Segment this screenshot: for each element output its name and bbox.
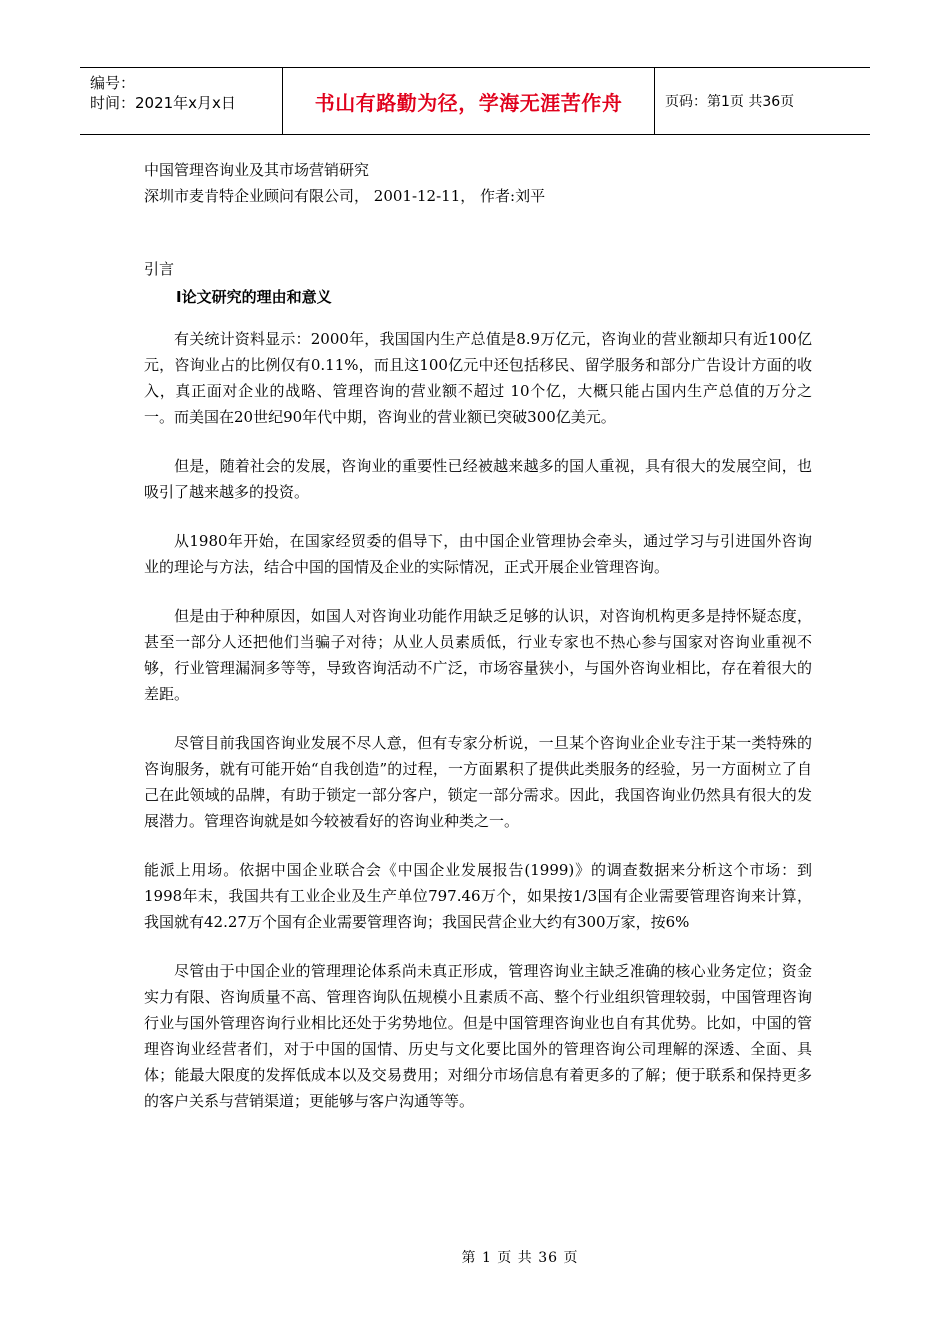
paragraph: 但是由于种种原因，如国人对咨询业功能作用缺乏足够的认识，对咨询机构更多是持怀疑态度，甚至一部分人还把他们当骗子对待；从业人员素质低，行业专家也不热心参与国家对咨询业重视不够，行业管理漏洞多等等，导致咨询活动不广泛，市场容量狭小，与国外咨询业相比，存在着很大的差距。 <box>144 607 812 703</box>
slogan: 书山有路勤为径，学海无涯苦作舟 <box>314 90 623 115</box>
intro-label: 引言 <box>144 260 175 278</box>
paragraph: 尽管由于中国企业的管理理论体系尚未真正形成，管理咨询业主缺乏准确的核心业务定位；资金实力有限、咨询质量不高、管理咨询队伍规模小且素质不高、整个行业组织管理较弱，中国管理咨询行业与国外管理咨询行业相比还处于劣势地位。但是中国管理咨询业也自有其优势。比如，中国的管理咨询业经营者们，对于中国的国情、历史与文化要比国外的管理咨询公司理解的深透、全面、具体；能最大限度的发挥低成本以及交易费用；对细分市场信息有着更多的了解；便于联系和保持更多的客户关系与营销渠道；更能够与客户沟通等等。 <box>144 962 812 1110</box>
document-body <box>144 256 812 1137</box>
page-footer <box>0 1247 950 1267</box>
section-heading: Ⅰ论文研究的理由和意义 <box>176 288 332 306</box>
page-info: 页码：第1页 共36页 <box>665 94 795 110</box>
header-left-cell <box>80 68 283 134</box>
document-title: 中国管理咨询业及其市场营销研究 <box>144 161 370 179</box>
paragraph: 但是，随着社会的发展，咨询业的重要性已经被越来越多的国人重视，具有很大的发展空间，也吸引了越来越多的投资。 <box>144 457 812 501</box>
time-label: 时间：2021年x月x日 <box>90 94 236 112</box>
paragraph: 有关统计资料显示：2000年，我国国内生产总值是8.9万亿元，咨询业的营业额却只有近100亿元，咨询业占的比例仅有0.11%，而且这100亿元中还包括移民、留学服务和部分广告设计方面的收入，真正面对企业的战略、管理咨询的营业额不超过 10个亿，大概只能占国内生产总值的万分之一。而美国在20世纪90年代中期，咨询业的营业额已突破300亿美元。 <box>144 330 812 426</box>
header-slogan-cell <box>283 68 655 134</box>
paragraph: 尽管目前我国咨询业发展不尽人意，但有专家分析说，一旦某个咨询业企业专注于某一类特殊的咨询服务，就有可能开始“自我创造”的过程，一方面累积了提供此类服务的经验，另一方面树立了自己在此领域的品牌，有助于锁定一部分客户，锁定一部分需求。因此，我国咨询业仍然具有很大的发展潜力。管理咨询就是如今较被看好的咨询业种类之一。 <box>144 734 812 830</box>
document-meta: 深圳市麦肯特企业顾问有限公司， 2001-12-11， 作者:刘平 <box>144 187 546 205</box>
number-label: 编号： <box>90 74 136 92</box>
page-header <box>80 67 870 135</box>
paragraph: 从1980年开始，在国家经贸委的倡导下，由中国企业管理协会牵头，通过学习与引进国外咨询业的理论与方法，结合中国的国情及企业的实际情况，正式开展企业管理咨询。 <box>144 532 812 576</box>
footer-page-label: 第 1 页 共 36 页 <box>461 1250 579 1266</box>
paragraph: 能派上用场。依据中国企业联合会《中国企业发展报告(1999)》的调查数据来分析这个市场：到1998年末，我国共有工业企业及生产单位797.46万个，如果按1/3国有企业需要管理咨询来计算，我国就有42.27万个国有企业需要管理咨询；我国民营企业大约有300万家，按6% <box>144 861 812 931</box>
header-page-cell <box>655 68 870 134</box>
